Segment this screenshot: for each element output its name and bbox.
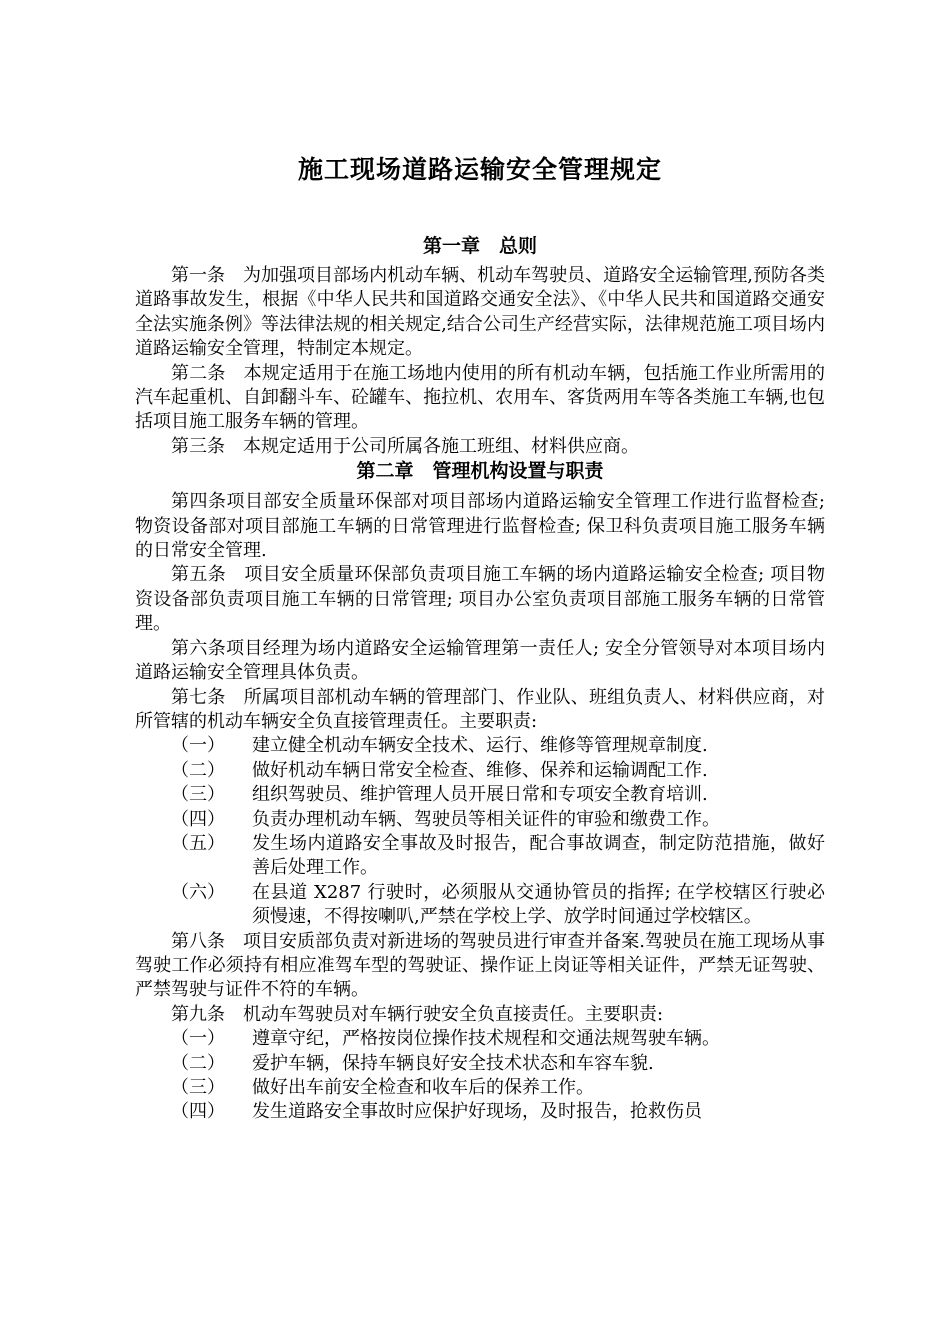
chapter-heading: 第二章 管理机构设置与职责 [356, 460, 604, 483]
list-item-number: （四） [171, 1101, 225, 1123]
list-item-number: （一） [171, 735, 225, 757]
article-paragraph: 第七条 所属项目部机动车辆的管理部门、作业队、班组负责人、材料供应商，对所管辖的机动车辆安全负直接管理责任。主要职责: [135, 686, 825, 732]
list-item [135, 734, 825, 758]
chapter-heading: 第一章 总则 [422, 235, 537, 257]
list-item-number: （二） [171, 759, 225, 781]
list-item-number: （一） [171, 1028, 225, 1050]
list-item-text: 在县道 X287 行驶时，必须服从交通协管员的指挥; 在学校辖区行驶必须慢速，不得按喇叭,严禁在学校上学、放学时间通过学校辖区。 [252, 881, 825, 928]
list-item-number: （六） [171, 881, 225, 903]
list-item-number: （三） [171, 1077, 225, 1098]
document-title: 施工现场道路运输安全管理规定 [297, 155, 662, 184]
list-item [135, 1027, 825, 1051]
list-item-number: （五） [171, 832, 225, 854]
list-item [135, 759, 825, 783]
article-paragraph: 第一条 为加强项目部场内机动车辆、机动车驾驶员、道路安全运输管理,预防各类道路事故发生，根据《中华人民共和国道路交通安全法》、《中华人民共和国道路交通安全法实施条例》等法律法规的相关规定,结合公司生产经营实际，法律规范施工项目场内道路运输安全管理，特制定本规定。 [135, 265, 825, 360]
list-item [135, 881, 825, 930]
list-item-text: 发生道路安全事故时应保护好现场，及时报告，抢救伤员 [252, 1101, 702, 1123]
article-paragraph: 第九条 机动车驾驶员对车辆行驶安全负直接责任。主要职责: [171, 1003, 664, 1025]
list-item-text: 做好机动车辆日常安全检查、维修、保养和运输调配工作. [252, 759, 708, 781]
document-body [135, 234, 825, 1125]
article-paragraph: 第六条项目经理为场内道路安全运输管理第一责任人; 安全分管领导对本项目场内道路运输安全管理具体负责。 [135, 637, 825, 684]
list-item-text: 建立健全机动车辆安全技术、运行、维修等管理规章制度. [252, 735, 708, 757]
list-item [135, 1076, 825, 1100]
list-item [135, 808, 825, 832]
list-item-number: （四） [171, 808, 225, 830]
article-paragraph: 第五条 项目安全质量环保部负责项目施工车辆的场内道路运输安全检查; 项目物资设备部负责项目施工车辆的日常管理; 项目办公室负责项目部施工服务车辆的日常管理。 [135, 564, 825, 635]
list-item [135, 1052, 825, 1076]
list-item [135, 832, 825, 881]
article-paragraph: 第二条 本规定适用于在施工场地内使用的所有机动车辆，包括施工作业所需用的汽车起重机、自卸翻斗车、砼罐车、拖拉机、农用车、客货两用车等各类施工车辆,也包括项目施工服务车辆的管理。 [135, 362, 825, 433]
list-item-text: 发生场内道路安全事故及时报告，配合事故调查，制定防范措施，做好善后处理工作。 [252, 832, 825, 879]
list-item [135, 1100, 825, 1124]
list-item [135, 783, 825, 807]
list-item-text: 负责办理机动车辆、驾驶员等相关证件的审验和缴费工作。 [252, 808, 720, 830]
article-paragraph: 第三条 本规定适用于公司所属各施工班组、材料供应商。 [171, 435, 639, 457]
article-paragraph: 第四条项目部安全质量环保部对项目部场内道路运输安全管理工作进行监督检查;物资设备部对项目部施工车辆的日常管理进行监督检查; 保卫科负责项目施工服务车辆的日常安全管理. [135, 491, 825, 562]
list-item-number: （三） [171, 784, 225, 806]
list-item-text: 遵章守纪，严格按岗位操作技术规程和交通法规驾驶车辆。 [252, 1028, 720, 1050]
list-item-text: 做好出车前安全检查和收车后的保养工作。 [252, 1077, 594, 1098]
list-item-text: 爱护车辆，保持车辆良好安全技术状态和车容车貌. [252, 1052, 654, 1074]
article-paragraph: 第八条 项目安质部负责对新进场的驾驶员进行审查并备案.驾驶员在施工现场从事驾驶工作必须持有相应准驾车型的驾驶证、操作证上岗证等相关证件，严禁无证驾驶、严禁驾驶与证件不符的车辆。 [135, 930, 825, 1001]
list-item-text: 组织驾驶员、维护管理人员开展日常和专项安全教育培训. [252, 784, 708, 806]
list-item-number: （二） [171, 1052, 225, 1074]
